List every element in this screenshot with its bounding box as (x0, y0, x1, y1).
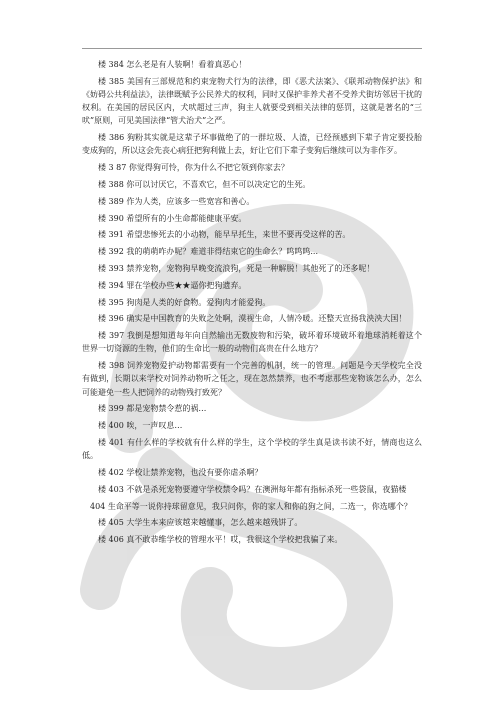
thread-content (82, 58, 422, 550)
comment-paragraph: 楼 384 怎么老是有人装啊！看着真恶心！ (98, 60, 247, 69)
comment-paragraph: 楼 399 都是宠物禁令惹的祸… (98, 404, 207, 414)
comment-paragraph: 楼 398 饲养宠物爱护动物都需要有一个完善的机制，统一的管理。问题是今天学校完全没有做到，长期以来学校对饲养动物听之任之，现在忽然禁养，也不考虑那些宠物该怎么办，怎么可能避免一些人把饲养的动物残打致死？ (82, 361, 422, 397)
comment-paragraph: 楼 388 你可以讨厌它，不喜欢它，但不可以决定它的生死。 (98, 180, 311, 189)
comment-paragraph: 楼 386 狗粉其实就是这辈子坏事做绝了的一群垃圾、人渣，已经预感到下辈子肯定要投胎变成狗的，所以这会先丧心病狂把狗利做上去，好让它们下辈子变狗后继续可以为非作歹。 (82, 133, 422, 156)
header-rule (82, 48, 422, 49)
comment-paragraph: 楼 401 有什么样的学校就有什么样的学生，这个学校的学生真是读书读不好，情商也这么低。 (82, 437, 422, 461)
comment-paragraph: 楼 393 禁养宠物，宠物狗早晚变流浪狗，死是一种解脱！其他死了的还多呢！ (98, 263, 375, 273)
comment-paragraph: 楼 385 美国有三部规范和约束宠物犬行为的法律，即《恶犬法案》、《联邦动物保护法》和《妨碍公共利益法》，法律既赋予公民养犬的权利，同时又保护非养犬者不受养犬街坊邻居干扰的权利。在美国的居民区内，犬吠超过三声，狗主人就要受到相关法律的惩罚，这就是著名的“三吠”原则，可见美国法律“管犬治犬”之严。 (82, 76, 422, 126)
comment-paragraph: 楼 400 唉，一声叹息… (98, 421, 183, 431)
comment-paragraph: 楼 405 大学生本来应该越来越懂事，怎么越来越残饼了。 (98, 518, 303, 528)
comment-paragraph: 楼 402 学校让禁养宠物，也没有要你虐杀啊？ (98, 467, 263, 477)
comment-paragraph: 楼 394 罪在学校办些★★逼你把狗遗弃。 (98, 280, 247, 290)
comment-paragraph: 楼 397 我倒是想知道每年向自然输出无数废物和污染，破坏着环境破坏着地球消耗着这个世界一切资源的生物，他们的生命比一般的动物们高贵在什么地方？ (82, 331, 422, 354)
comment-paragraph: 楼 390 希望所有的小生命都能健康平安。 (98, 213, 247, 223)
comment-paragraph: 楼 392 我的萌萌咋办呢？难道非得结束它的生命么？呜呜呜... (98, 247, 318, 257)
comment-paragraph: 楼 396 确实是中国教育的失败之处啊，漠视生命，人情冷暖。还整天宣扬我泱泱大国！ (98, 314, 407, 324)
comment-paragraph: 楼 406 真不敢恭维学校的管理水平！哎，我很这个学校把我骗了来。 (98, 535, 343, 545)
comment-paragraph: 楼 403 不就是杀死宠物要遵守学校禁令吗？在澳洲每年都有指标杀死一些袋鼠，夜猫楼 (98, 484, 407, 494)
comment-paragraph: 404 生命平等一说你持球留意见，我只问你，你的家人和你的狗之间，二选一，你选哪个？ (90, 501, 412, 511)
comment-paragraph: 楼 391 希望悲惨死去的小动物，能早早托生，来世不要再受这样的苦。 (98, 230, 351, 240)
comment-paragraph: 楼 395 狗肉是人类的好食物。爱狗肉才能爱狗。 (98, 297, 271, 307)
comment-paragraph: 楼 389 作为人类，应该多一些宽容和善心。 (98, 196, 255, 206)
comment-paragraph: 楼 3 87 你觉得狗可怜，你为什么不把它领到你家去？ (98, 163, 289, 173)
